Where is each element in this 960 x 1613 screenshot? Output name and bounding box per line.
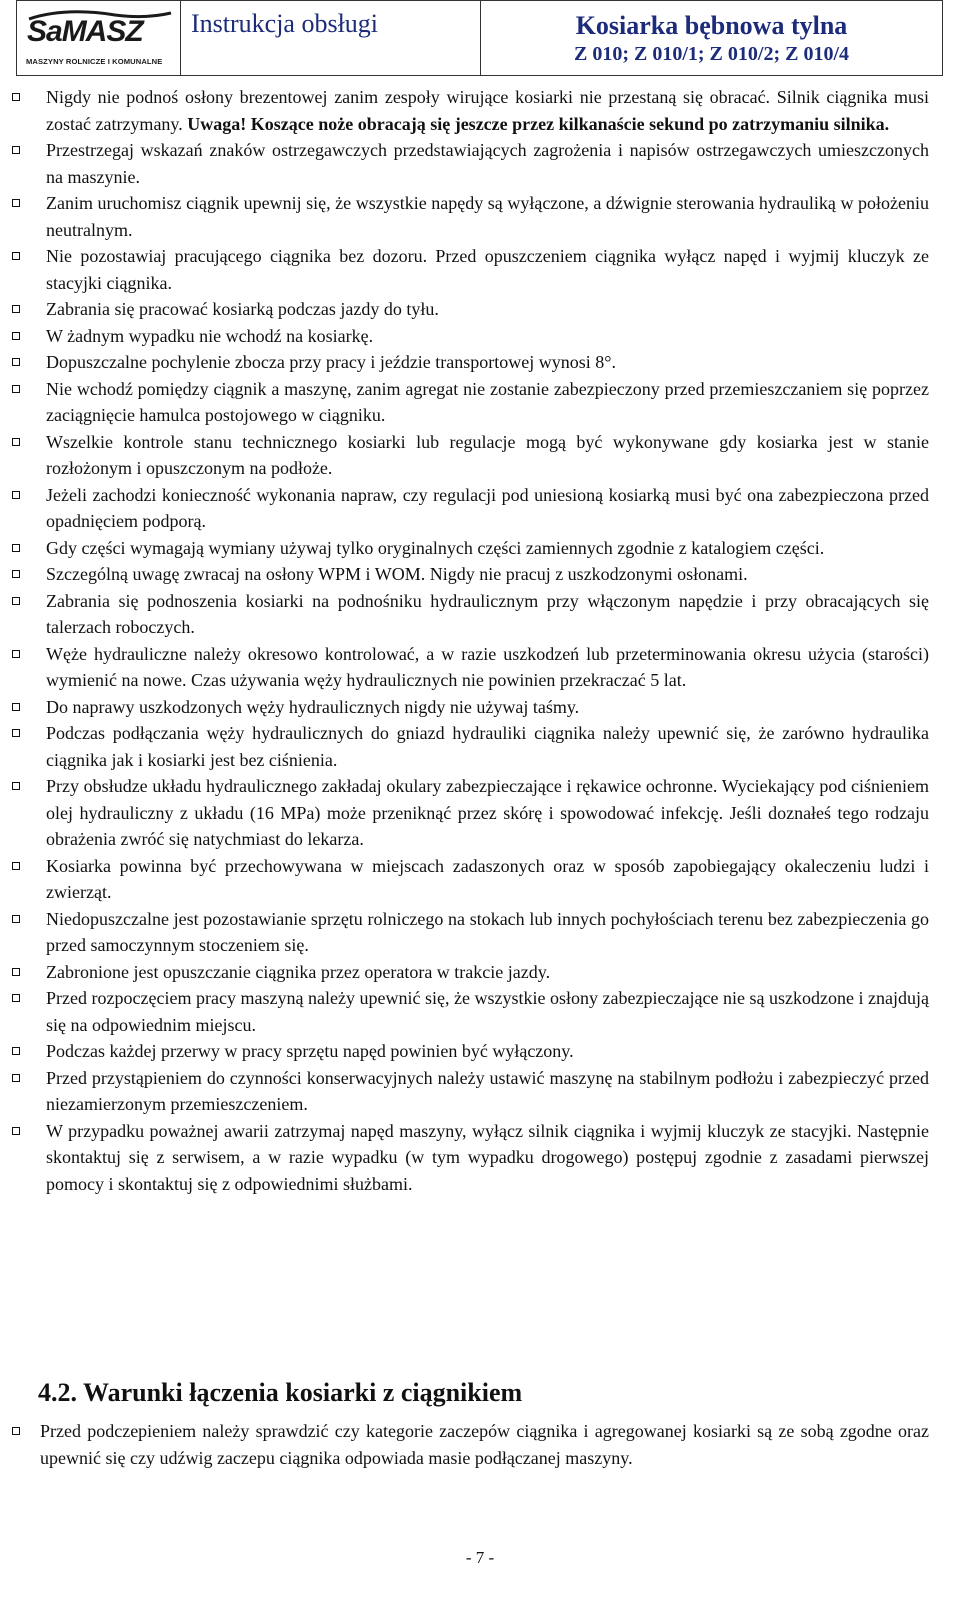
list-item-text: Nigdy nie podnoś osłony brezentowej zanim zespoły wirujące kosiarki nie przestaną się obracać. Silnik ciągnika musi zostać zatrzymany. [46, 87, 929, 134]
list-item [12, 588, 929, 641]
checkbox-bullet-icon [12, 199, 20, 207]
checkbox-bullet-icon [12, 1127, 20, 1135]
checkbox-bullet-icon [12, 862, 20, 870]
list-item-text: Zabrania się podnoszenia kosiarki na podnośniku hydraulicznym przy włączonym napędzie i przy obracających się talerzach roboczych. [46, 590, 929, 637]
checkbox-bullet-icon [12, 729, 20, 737]
list-item [12, 906, 929, 959]
list-item-text: Zanim uruchomisz ciągnik upewnij się, że wszystkie napędy są wyłączone, a dźwignie sterowania hydrauliką w położeniu neutralnym. [46, 193, 929, 240]
list-item-text: Podczas każdej przerwy w pracy sprzętu napęd powinien być wyłączony. [46, 1041, 574, 1061]
checkbox-bullet-icon [12, 385, 20, 393]
page-number: - 7 - [465, 1548, 495, 1567]
list-item-text: Węże hydrauliczne należy okresowo kontrolować, a w razie uszkodzeń lub przeterminowania okresu użycia (starości) wymienić na nowe. Czas używania węży hydraulicznych nie powinien przekraczać 5 lat. [46, 643, 929, 690]
list-item-text: Przed podczepieniem należy sprawdzić czy kategorie zaczepów ciągnika i agregowanej kosiarki są ze sobą zgodne oraz upewnić się czy udźwig zaczepu ciągnika odpowiada masie podłączanej maszyny. [40, 1421, 929, 1468]
list-item-text: Wszelkie kontrole stanu technicznego kosiarki lub regulacje mogą być wykonywane gdy kosiarka jest w stanie rozłożonym i opuszczonym na podłoże. [46, 431, 929, 478]
warning-text: Uwaga! Koszące noże obracają się jeszcze przez kilkanaście sekund po zatrzymaniu silnika. [187, 113, 890, 134]
list-item [12, 243, 929, 296]
list-item [12, 482, 929, 535]
checkbox-bullet-icon [12, 782, 20, 790]
section-list [12, 1418, 929, 1471]
list-item [12, 773, 929, 853]
checkbox-bullet-icon [12, 252, 20, 260]
list-item-text: Kosiarka powinna być przechowywana w miejscach zadaszonych oraz w sposób zapobiegający okaleczeniu ludzi i zwierząt. [46, 855, 929, 902]
page-header [16, 0, 943, 76]
list-item-text: Do naprawy uszkodzonych węży hydraulicznych nigdy nie używaj taśmy. [46, 696, 580, 717]
section-title: 4.2. Warunki łączenia kosiarki z ciągnikiem [38, 1378, 523, 1407]
list-item [12, 323, 929, 350]
list-item [12, 535, 929, 562]
doc-type: Instrukcja obsługi [191, 9, 379, 38]
logo-subtitle: MASZYNY ROLNICZE I KOMUNALNE [26, 57, 163, 66]
checkbox-bullet-icon [12, 491, 20, 499]
checkbox-bullet-icon [12, 703, 20, 711]
checkbox-bullet-icon [12, 1074, 20, 1082]
checkbox-bullet-icon [12, 968, 20, 976]
list-item [12, 190, 929, 243]
checkbox-bullet-icon [12, 994, 20, 1002]
list-item [12, 1065, 929, 1118]
list-item-text: Podczas podłączania węży hydraulicznych do gniazd hydrauliki ciągnika należy upewnić się, że zarówno hydraulika ciągnika jak i kosiarki jest bez ciśnienia. [46, 723, 929, 770]
checkbox-bullet-icon [12, 1427, 20, 1435]
list-item-text: Szczególną uwagę zwracaj na osłony WPM i WOM. Nigdy nie pracuj z uszkodzonymi osłonami. [46, 564, 748, 584]
list-item-text: W przypadku poważnej awarii zatrzymaj napęd maszyny, wyłącz silnik ciągnika i wyjmij kluczyk ze stacyjki. Następnie skontaktuj się z serwisem, a w razie wypadku (w tym wypadku drogowego) postępuj zgodnie z zasadami pierwszej pomocy i skontaktuj się z odpowiednimi służbami. [46, 1120, 929, 1194]
checkbox-bullet-icon [12, 93, 20, 101]
list-item-text: Zabrania się pracować kosiarką podczas jazdy do tyłu. [46, 299, 439, 319]
product-cell [481, 1, 942, 75]
checkbox-bullet-icon [12, 358, 20, 366]
list-item-text: Nie wchodź pomiędzy ciągnik a maszynę, zanim agregat nie zostanie zabezpieczony przed przemieszczaniem się poprzez zaciągnięcie hamulca postojowego w ciągniku. [46, 378, 929, 425]
checkbox-bullet-icon [12, 597, 20, 605]
list-item [12, 376, 929, 429]
list-item-text: Przy obsłudze układu hydraulicznego zakładaj okulary zabezpieczające i rękawice ochronne. Wyciekający pod ciśnieniem olej hydrauliczny z układu (16 MPa) może przeniknąć przez skórę i spowodować infekcję. Jeśli doznałeś tego rodzaju obrażenia zwróć się natychmiast do lekarza. [46, 776, 929, 849]
list-item [12, 694, 929, 721]
product-title: Kosiarka bębnowa tylna [575, 11, 848, 40]
product-models: Z 010; Z 010/1; Z 010/2; Z 010/4 [573, 43, 849, 65]
logo-text: SaMASZ [27, 15, 143, 48]
list-item [12, 720, 929, 773]
list-item-text: Niedopuszczalne jest pozostawianie sprzętu rolniczego na stokach lub innych pochyłościach terenu bez zabezpieczenia go przed samoczynnym stoczeniem się. [46, 908, 929, 955]
list-item-text: W żadnym wypadku nie wchodź na kosiarkę. [46, 325, 374, 346]
list-item [12, 296, 929, 323]
list-item [12, 1118, 929, 1198]
checkbox-bullet-icon [12, 544, 20, 552]
list-item-text: Gdy części wymagają wymiany używaj tylko oryginalnych części zamiennych zgodnie z katalogiem części. [46, 537, 825, 558]
list-item [12, 561, 929, 588]
checkbox-bullet-icon [12, 570, 20, 578]
list-item [12, 959, 929, 986]
company-logo [17, 1, 181, 75]
list-item [12, 137, 929, 190]
checkbox-bullet-icon [12, 650, 20, 658]
list-item-text: Nie pozostawiaj pracującego ciągnika bez dozoru. Przed opuszczeniem ciągnika wyłącz napęd i wyjmij kluczyk ze stacyjki ciągnika. [46, 246, 929, 293]
list-item [12, 853, 929, 906]
checkbox-bullet-icon [12, 332, 20, 340]
list-item [12, 1418, 929, 1471]
list-item [12, 641, 929, 694]
list-item-text: Jeżeli zachodzi konieczność wykonania napraw, czy regulacji pod uniesioną kosiarką musi być ona zabezpieczona przed opadnięciem podporą. [46, 484, 929, 531]
list-item-text: Przestrzegaj wskazań znaków ostrzegawczych przedstawiających zagrożenia i napisów ostrzegawczych umieszczonych na maszynie. [46, 140, 929, 187]
checkbox-bullet-icon [12, 305, 20, 313]
safety-rules-list [12, 84, 929, 1197]
list-item-text: Przed przystąpieniem do czynności konserwacyjnych należy ustawić maszynę na stabilnym podłożu i zabezpieczyć przed niezamierzonym przemieszczeniem. [46, 1067, 929, 1114]
list-item [12, 1038, 929, 1065]
list-item [12, 429, 929, 482]
list-item [12, 349, 929, 376]
doc-type-cell [181, 1, 481, 75]
list-item-text: Przed rozpoczęciem pracy maszyną należy upewnić się, że wszystkie osłony zabezpieczające nie są uszkodzone i znajdują się na odpowiednim miejscu. [46, 988, 929, 1035]
list-item [12, 985, 929, 1038]
checkbox-bullet-icon [12, 915, 20, 923]
list-item-text: Zabronione jest opuszczanie ciągnika przez operatora w trakcie jazdy. [46, 961, 551, 982]
checkbox-bullet-icon [12, 146, 20, 154]
checkbox-bullet-icon [12, 1047, 20, 1055]
list-item [12, 84, 929, 137]
checkbox-bullet-icon [12, 438, 20, 446]
list-item-text: Dopuszczalne pochylenie zbocza przy pracy i jeździe transportowej wynosi 8°. [46, 352, 616, 372]
